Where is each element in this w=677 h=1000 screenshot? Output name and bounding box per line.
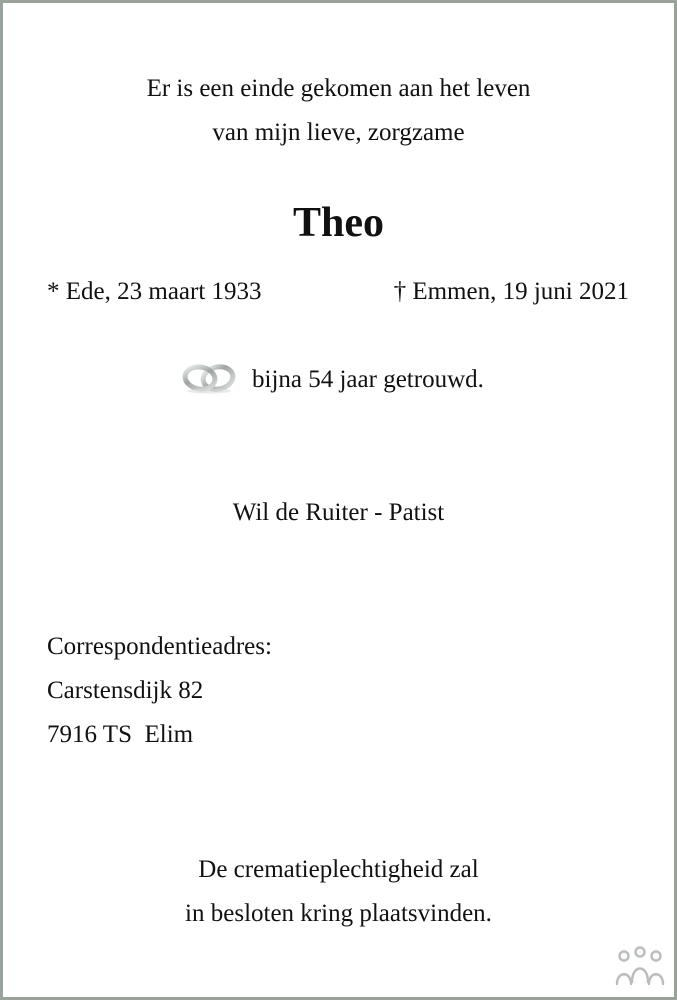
ceremony-line-1: De crematieplechtigheid zal	[198, 856, 479, 883]
ceremony-line-2: in besloten kring plaatsvinden.	[185, 900, 492, 927]
intro-line-2: van mijn lieve, zorgzame	[212, 119, 465, 146]
marriage-text: bijna 54 jaar getrouwd.	[252, 366, 484, 393]
signatory: Wil de Ruiter - Patist	[232, 499, 445, 526]
intro-line-1: Er is een einde gekomen aan het leven	[146, 75, 531, 102]
birth-info: * Ede, 23 maart 1933	[47, 278, 262, 305]
death-info: † Emmen, 19 juni 2021	[393, 278, 629, 305]
people-group-logo-icon	[614, 944, 666, 988]
deceased-name: Theo	[292, 200, 384, 246]
wedding-rings-icon	[180, 358, 238, 396]
correspondence-street: Carstensdijk 82	[47, 677, 204, 704]
correspondence-postal-city: 7916 TS Elim	[47, 721, 194, 748]
correspondence-label: Correspondentieadres:	[47, 633, 272, 660]
